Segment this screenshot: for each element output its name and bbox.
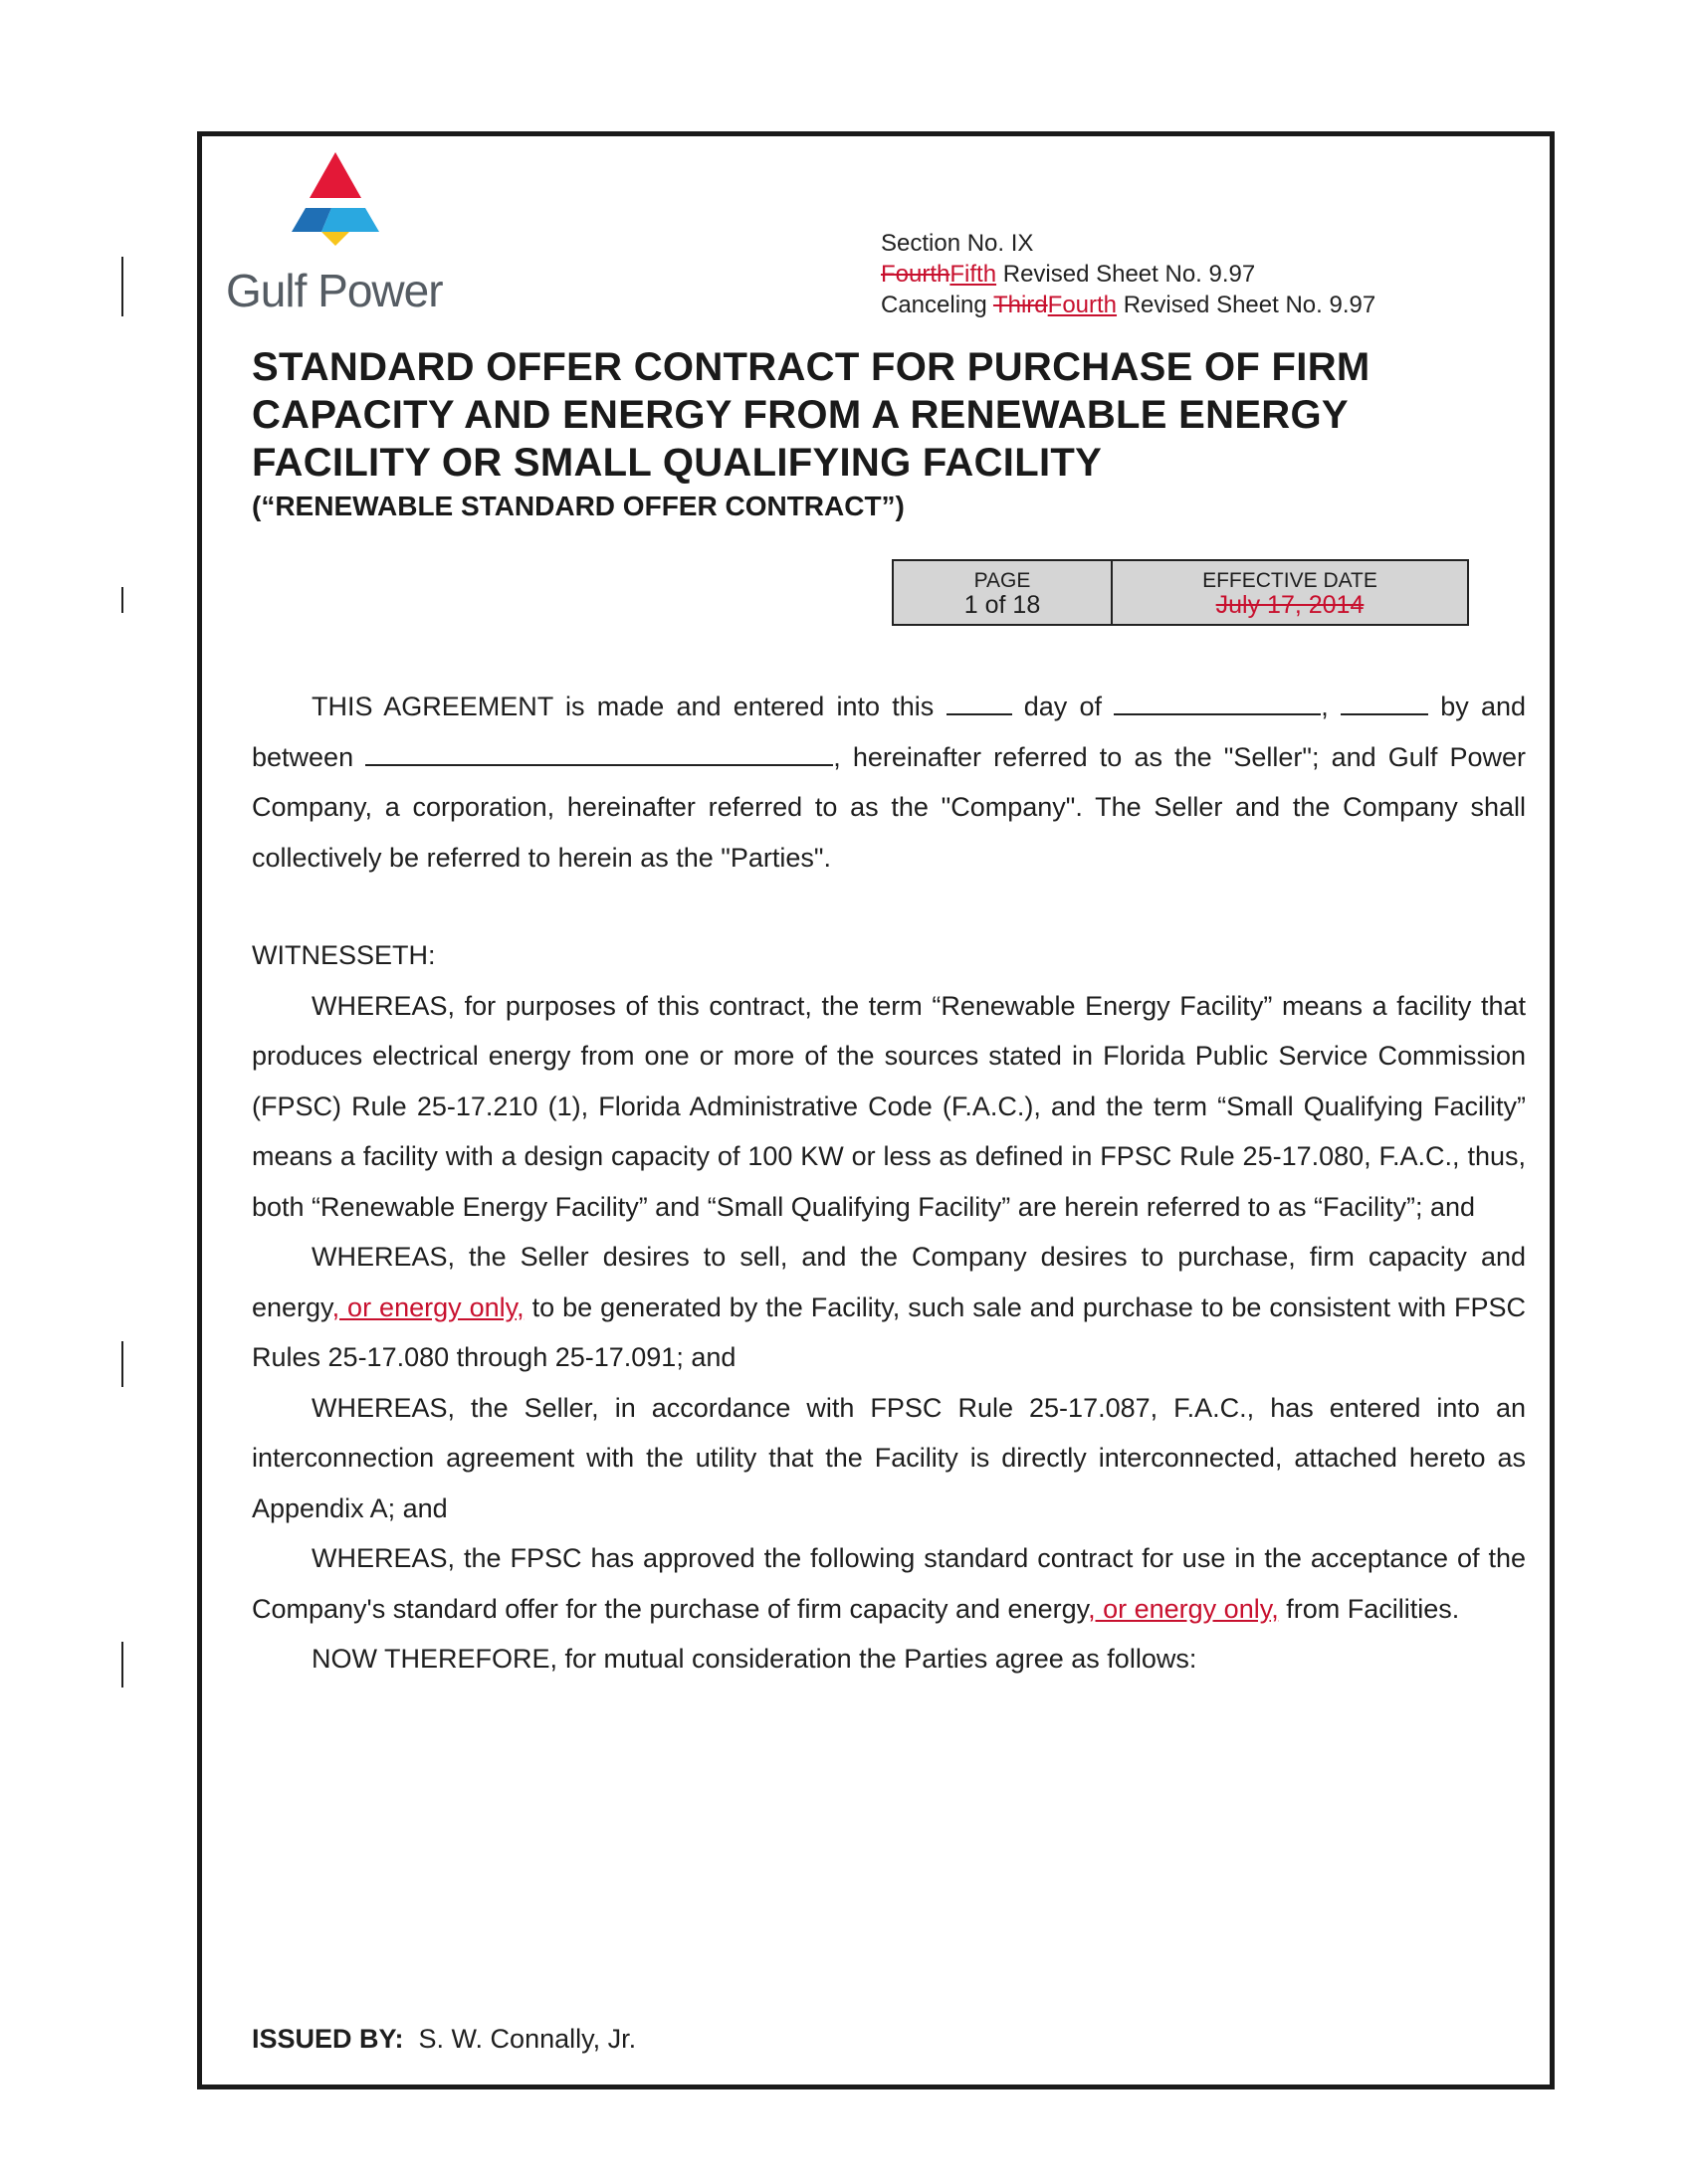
effective-date-cell <box>1113 561 1467 624</box>
text-span: THIS AGREEMENT is made and entered into this <box>312 692 947 721</box>
canceling-sheet-line <box>881 290 1375 320</box>
page-label: PAGE <box>973 568 1031 592</box>
month-blank[interactable] <box>1114 692 1321 715</box>
whereas-paragraph <box>252 1533 1526 1634</box>
now-therefore-paragraph: NOW THEREFORE, for mutual consideration the Parties agree as follows: <box>312 1644 1197 1674</box>
title-line: CAPACITY AND ENERGY FROM A RENEWABLE ENERGY <box>252 393 1349 437</box>
whereas-paragraph: WHEREAS, the Seller, in accordance with FPSC Rule 25-17.087, F.A.C., has entered into an interconnection agreement with the utility that the Facility is directly interconnected, attached hereto as Appendix A; and <box>252 1392 1526 1523</box>
section-number: Section No. IX <box>881 230 1034 257</box>
seller-name-blank[interactable] <box>365 742 833 766</box>
deleted-text: Fourth <box>881 261 950 288</box>
page-cell <box>894 561 1113 624</box>
document-subtitle: (“RENEWABLE STANDARD OFFER CONTRACT”) <box>252 491 905 521</box>
text-span: to be generated by the Facility, such sale and purchase to be consistent with FPSC Rules 25-17.080 through 25-17.091; and <box>252 1291 1526 1372</box>
deleted-text: Third <box>992 292 1048 318</box>
agreement-paragraph <box>252 682 1526 883</box>
title-line: STANDARD OFFER CONTRACT FOR PURCHASE OF FIRM <box>252 345 1370 389</box>
canceling-sheet-text: Revised Sheet No. 9.97 <box>1117 292 1376 318</box>
inserted-text: , or energy only, <box>1088 1593 1279 1624</box>
text-span: day of <box>1011 692 1115 721</box>
page-value: 1 of 18 <box>963 590 1041 619</box>
effective-date-label: EFFECTIVE DATE <box>1202 568 1377 592</box>
text-span: by and between <box>252 692 1526 772</box>
inserted-text: Fourth <box>1047 292 1118 318</box>
page-info-table <box>892 559 1469 626</box>
text-span: from Facilities. <box>1278 1593 1460 1624</box>
issuer-name: S. W. Connally, Jr. <box>418 2024 637 2054</box>
inserted-text: Fifth <box>949 261 997 288</box>
logo-text: Gulf Power <box>226 265 443 316</box>
text-span: WHEREAS, the FPSC has approved the following standard contract for use in the acceptance of the Company's standard offer for the purchase of firm capacity and energy <box>252 1543 1526 1624</box>
canceling-prefix: Canceling <box>881 292 993 318</box>
sheet-info <box>881 228 1375 320</box>
change-bar <box>121 257 123 316</box>
document-title <box>252 343 1506 487</box>
title-line: FACILITY OR SMALL QUALIFYING FACILITY <box>252 441 1103 485</box>
whereas-paragraph: WHEREAS, for purposes of this contract, the term “Renewable Energy Facility” means a facility that produces electrical energy from one or more of the sources stated in Florida Public Service Commission (FPSC) Rule 25-17.210 (1), Florida Administrative Code (F.A.C.), and the term “Small Qualifying Facility” means a facility with a design capacity of 100 KW or less as defined in FPSC Rule 25-17.080, F.A.C., thus, both “Renewable Energy Facility” and “Small Qualifying Facility” are herein referred to as “Facility”; and <box>252 990 1526 1222</box>
contract-body <box>252 682 1526 1685</box>
text-span: , hereinafter referred to as the "Seller"; and Gulf Power Company, a corporation, hereinafter referred to as the "Company". The Seller and the Company shall collectively be referred to herein as the "Parties". <box>252 741 1526 873</box>
issued-by <box>252 2024 636 2055</box>
change-bar <box>121 1341 123 1387</box>
revised-sheet-text: Revised Sheet No. 9.97 <box>996 261 1256 288</box>
change-bar <box>121 587 123 613</box>
day-blank[interactable] <box>947 692 1012 715</box>
inserted-text: , or energy only, <box>331 1291 525 1322</box>
gulf-power-triangle-logo-icon <box>288 152 383 246</box>
year-blank[interactable] <box>1341 692 1428 715</box>
whereas-paragraph <box>252 1232 1526 1383</box>
document-frame <box>197 131 1555 2089</box>
revised-sheet-line <box>881 259 1375 290</box>
issued-by-label: ISSUED BY: <box>252 2024 404 2054</box>
company-logo <box>226 152 475 321</box>
witnesseth-heading: WITNESSETH: <box>252 940 436 970</box>
effective-date-value: July 17, 2014 <box>1215 590 1365 619</box>
text-span: WHEREAS, the Seller desires to sell, and the Company desires to purchase, firm capacity and energy <box>252 1242 1526 1322</box>
text-span: , <box>1321 692 1341 721</box>
change-bar <box>121 1642 123 1688</box>
